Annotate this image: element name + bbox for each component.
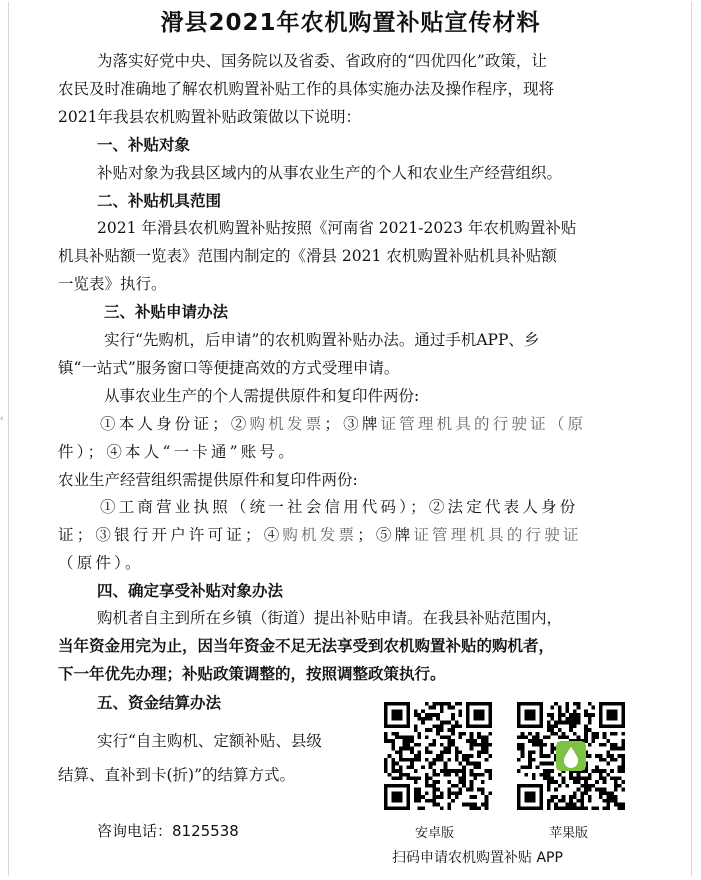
section-2-line-3: 一览表》执行。 bbox=[58, 275, 167, 293]
intro-line-2: 农民及时准确地了解农机购置补贴工作的具体实施办法及操作程序，现将 bbox=[58, 80, 555, 98]
section-3-heading: 三、补贴申请办法 bbox=[104, 303, 229, 321]
section-4-line-1: 购机者自主到所在乡镇（街道）提出补贴申请。在我县补贴范围内， bbox=[97, 609, 563, 627]
section-1-text: 补贴对象为我县区域内的从事农业生产的个人和农业生产经营组织。 bbox=[97, 164, 563, 182]
org-docs-line-2: 证；③银行开户许可证；④购机发票；⑤牌证管理机具的行驶证 bbox=[58, 526, 582, 544]
qr-caption: 扫码申请农机购置补贴 APP bbox=[392, 850, 563, 866]
org-docs-line-1: ①工商营业执照（统一社会信用代码）；②法定代表人身份 bbox=[100, 498, 579, 516]
section-4-line-3: 下一年优先办理；补贴政策调整的，按照调整政策执行。 bbox=[58, 665, 446, 683]
android-label: 安卓版 bbox=[415, 826, 455, 841]
section-3-line-1: 实行“先购机，后申请”的农机购置补贴办法。通过手机APP、乡 bbox=[104, 331, 540, 349]
individual-docs-line-2: 件）；④本人“一卡通”账号。 bbox=[58, 443, 297, 461]
section-5-heading: 五、资金结算办法 bbox=[97, 694, 222, 712]
android-qr-code[interactable] bbox=[384, 702, 492, 810]
section-2-line-1: 2021 年滑县农机购置补贴按照《河南省 2021-2023 年农机购置补贴 bbox=[97, 219, 577, 237]
individual-docs-line-1: ①本人身份证；②购机发票；③牌证管理机具的行驶证（原 bbox=[100, 415, 587, 433]
contact-phone: 咨询电话：8125538 bbox=[97, 822, 239, 840]
document-title: 滑县2021年农机购置补贴宣传材料 bbox=[160, 10, 541, 36]
section-3-line-2: 镇“一站式”服务窗口等便捷高效的方式受理申请。 bbox=[58, 359, 400, 377]
org-docs-line-3: （原件）。 bbox=[58, 554, 144, 572]
intro-line-3: 2021年我县农机购置补贴政策做以下说明： bbox=[58, 108, 361, 126]
section-5-line-2: 结算、直补到卡(折)”的结算方式。 bbox=[58, 766, 296, 784]
margin-marker-icon: ‹ bbox=[0, 414, 4, 424]
section-2-line-2: 机具补贴额一览表》范围内制定的《滑县 2021 农机购置补贴机具补贴额 bbox=[58, 247, 557, 265]
section-5-line-1: 实行“自主购机、定额补贴、县级 bbox=[97, 732, 322, 750]
section-1-heading: 一、补贴对象 bbox=[97, 136, 191, 154]
section-4-heading: 四、确定享受补贴对象办法 bbox=[97, 582, 284, 600]
ios-qr-code[interactable] bbox=[517, 702, 625, 810]
ios-label: 苹果版 bbox=[549, 826, 589, 841]
section-4-line-2: 当年资金用完为止，因当年资金不足无法享受到农机购置补贴的购机者， bbox=[58, 637, 555, 655]
individual-docs-intro: 从事农业生产的个人需提供原件和复印件两份: bbox=[104, 387, 420, 405]
section-2-heading: 二、补贴机具范围 bbox=[97, 192, 222, 210]
intro-line-1: 为落实好党中央、国务院以及省委、省政府的“四优四化”政策，让 bbox=[97, 52, 547, 70]
org-docs-intro: 农业生产经营组织需提供原件和复印件两份: bbox=[58, 471, 358, 489]
